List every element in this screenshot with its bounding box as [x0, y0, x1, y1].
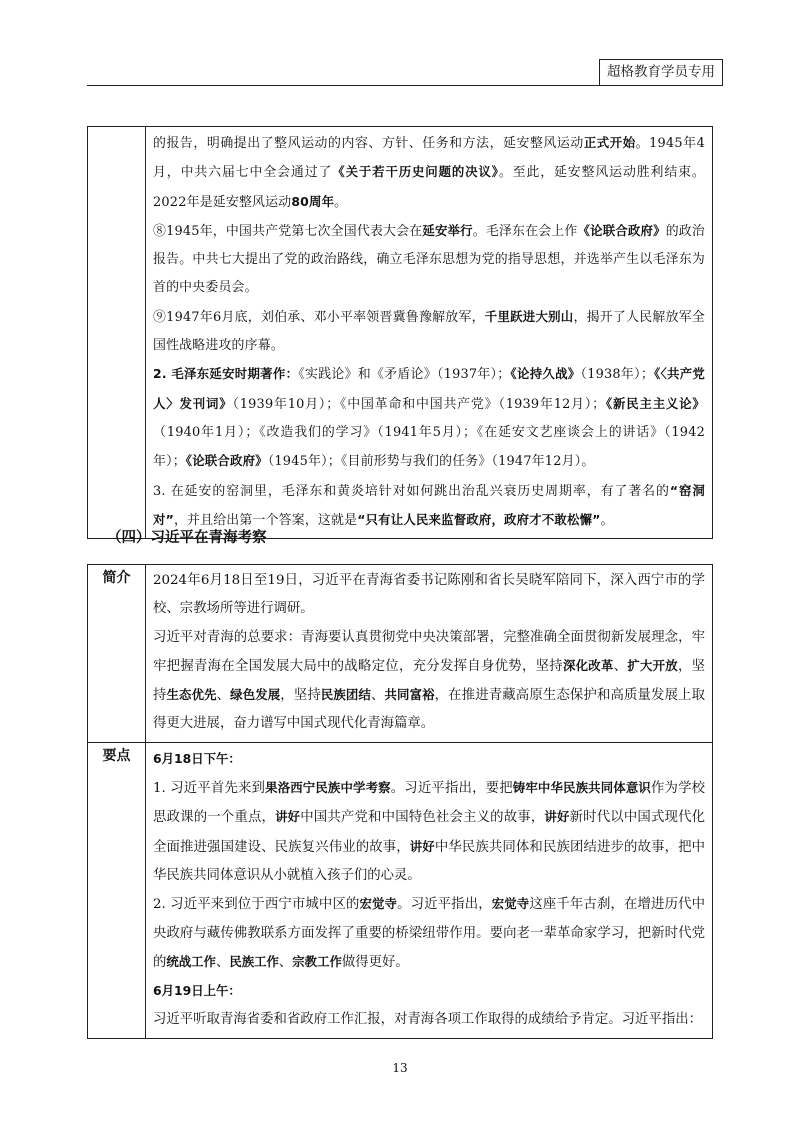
text-run: ，揭开了人民解放军全国性战略进攻的序幕。: [153, 309, 706, 354]
table-label-cell-empty: [88, 127, 146, 539]
paragraph: [153, 624, 705, 739]
paragraph: [153, 890, 705, 977]
bold-run: 《论联合政府》: [577, 222, 666, 238]
paragraph: [153, 977, 705, 1006]
text-run: 。习近平指出，: [397, 897, 492, 913]
bold-run: 《论持久战》: [510, 366, 581, 382]
row-label-intro: 简介: [88, 565, 146, 743]
text-run: 新时代以中国式现代化全面推进强国建设、民族复兴伟业的故事，: [153, 810, 706, 855]
text-run: 《实践论》和《矛盾论》（1937年）；: [298, 367, 511, 383]
bold-run: 80周年: [291, 193, 335, 209]
paragraph: [153, 567, 705, 624]
text-run: ，在推进青藏高原生态保护和高质量发展上取得更大进展，奋力谱写中国式现代化青海篇章。: [153, 688, 706, 732]
text-run: 。1945年4月，中共六届七中全会通过了: [153, 136, 705, 181]
text-run: 中国共产党和中国特色社会主义的故事，: [300, 810, 545, 826]
text-run: 2. 习近平来到位于西宁市城中区的: [153, 897, 360, 913]
paragraph: [153, 745, 705, 774]
page-number: 13: [392, 1061, 408, 1075]
text-run: 、: [370, 688, 385, 704]
text-run: 。毛泽东在会上作: [472, 223, 578, 239]
text-run: 。至此，延安整风运动胜利结束。2022年是延安整风运动: [153, 165, 706, 210]
bold-run: 讲好: [275, 809, 301, 825]
text-run: 。习近平指出，要把: [390, 781, 513, 797]
text-run: 、: [216, 688, 231, 704]
paragraph: [153, 129, 705, 217]
text-run: 中华民族共同体和民族团结进步的故事，把中华民族共同体意识从小就植入孩子们的心灵。: [153, 839, 706, 883]
bold-run: 宏觉寺: [359, 896, 398, 912]
bold-run: 《新民主主义论》: [605, 395, 706, 411]
text-run: 做得更好。: [341, 954, 409, 970]
paragraph: [153, 774, 705, 890]
bold-run: 正式开始: [583, 135, 636, 150]
text-run: 的政治报告。中共七大提出了党的政治路线，确立毛泽东思想为党的指导思想，并选举产生以毛泽东为首的中央委员会。: [153, 223, 705, 296]
bold-run: 6月18日下午：: [153, 750, 241, 766]
text-run: ，并且给出第一个答案，这就是: [173, 512, 358, 528]
text-run: 这座千年古刹，在增进历代中央政府与藏传佛教联系方面发挥了重要的桥梁纽带作用。要向老一辈革命家学习，把新时代党的: [153, 897, 706, 970]
text-run: 。: [600, 512, 614, 528]
row-label-key-points: 要点: [88, 742, 146, 1038]
header-rule: [87, 85, 723, 86]
text-run: （1939年10月）；《中国革命和中国共产党》（1939年12月）；: [232, 396, 606, 412]
paragraph: [153, 1006, 705, 1034]
watermark-stamp: 超格教育学员专用: [599, 59, 723, 86]
bold-run: 《论联合政府》: [185, 453, 268, 469]
bold-run: 民族团结: [320, 687, 371, 703]
text-run: 习近平听取青海省委和省政府工作汇报，对青海各项工作取得的成绩给予肯定。习近平指出：: [153, 1012, 703, 1028]
text-run: 1. 习近平首先来到: [153, 781, 266, 797]
bold-run: 讲好: [409, 838, 435, 854]
text-run: （1940年1月）；《改造我们的学习》（1941年5月）；《在延安文艺座谈会上的讲话》（1942年）；: [153, 424, 705, 470]
bold-run: 讲好: [544, 809, 570, 825]
bold-run: 统战工作: [166, 953, 216, 969]
text-run: （1938年）；: [580, 367, 654, 383]
text-run: 。: [334, 194, 348, 210]
bold-run: 宗教工作: [292, 953, 342, 969]
text-run: 、: [215, 954, 230, 970]
table-content-cell: [146, 742, 713, 1038]
bold-run: 千里跃进大别山: [484, 308, 574, 324]
paragraph: [153, 360, 705, 476]
text-run: ⑧1945年，中国共产党第七次全国代表大会在: [153, 223, 423, 239]
bold-run: 宏觉寺: [491, 896, 530, 912]
bold-run: 扩大开放: [627, 657, 678, 673]
text-run: 、: [278, 954, 293, 970]
text-run: 、: [613, 658, 628, 674]
table-qinghai-inspection: [87, 564, 713, 1039]
bold-run: 延安举行: [422, 222, 473, 238]
bold-run: 深化改革: [562, 657, 614, 673]
text-run: 作为学校思政课的一个重点，: [153, 781, 706, 826]
text-run: ，坚持: [280, 688, 321, 704]
bold-run: 绿色发展: [230, 687, 281, 703]
bold-run: 果洛西宁民族中学考察: [265, 780, 391, 796]
bold-run: 2. 毛泽东延安时期著作：: [153, 366, 299, 382]
bold-run: “只有让人民来监督政府，政府才不敢松懈”: [357, 511, 601, 527]
bold-run: 共同富裕: [384, 687, 435, 703]
text-run: 习近平对青海的总要求：青海要认真贯彻党中央决策部署，完整准确全面贯彻新发展理念，牢牢把握青海在全国发展大局中的战略定位，充分发挥自身优势，坚持: [153, 629, 705, 674]
paragraph: [153, 303, 705, 361]
bold-run: 6月19日上午：: [153, 983, 241, 999]
table-content-cell: [146, 565, 713, 743]
text-run: ，坚持: [153, 658, 706, 704]
paragraph: [153, 217, 705, 303]
section-title: （四）习近平在青海考察: [107, 530, 267, 546]
table-content-cell: [146, 127, 713, 539]
bold-run: “窑洞对”: [153, 482, 705, 527]
bold-run: 生态优先: [166, 687, 217, 703]
table-yanan-continued: [87, 126, 713, 539]
text-run: 3. 在延安的窑洞里，毛泽东和黄炎培针对如何跳出治乱兴衰历史周期率，有了著名的: [153, 483, 670, 499]
bold-run: 民族工作: [229, 953, 279, 969]
table-row: [88, 565, 713, 743]
text-run: 的报告，明确提出了整风运动的内容、方针、任务和方法，延安整风运动: [153, 136, 584, 151]
bold-run: 《关于若干历史问题的决议》: [332, 164, 499, 180]
text-run: （1945年）；《目前形势与我们的任务》（1947年12月）。: [267, 454, 595, 470]
table-row: [88, 127, 713, 539]
bold-run: 《〈共产党人〉发刊词》: [153, 366, 706, 411]
bold-run: 铸牢中华民族共同体意识: [512, 780, 651, 796]
text-run: ⑨1947年6月底，刘伯承、邓小平率领晋冀鲁豫解放军，: [153, 309, 485, 325]
text-run: 2024年6月18日至19日，习近平在青海省委书记陈刚和省长吴晓军陪同下，深入西宁市的学校、宗教场所等进行调研。: [153, 573, 705, 617]
table-row: [88, 742, 713, 1038]
